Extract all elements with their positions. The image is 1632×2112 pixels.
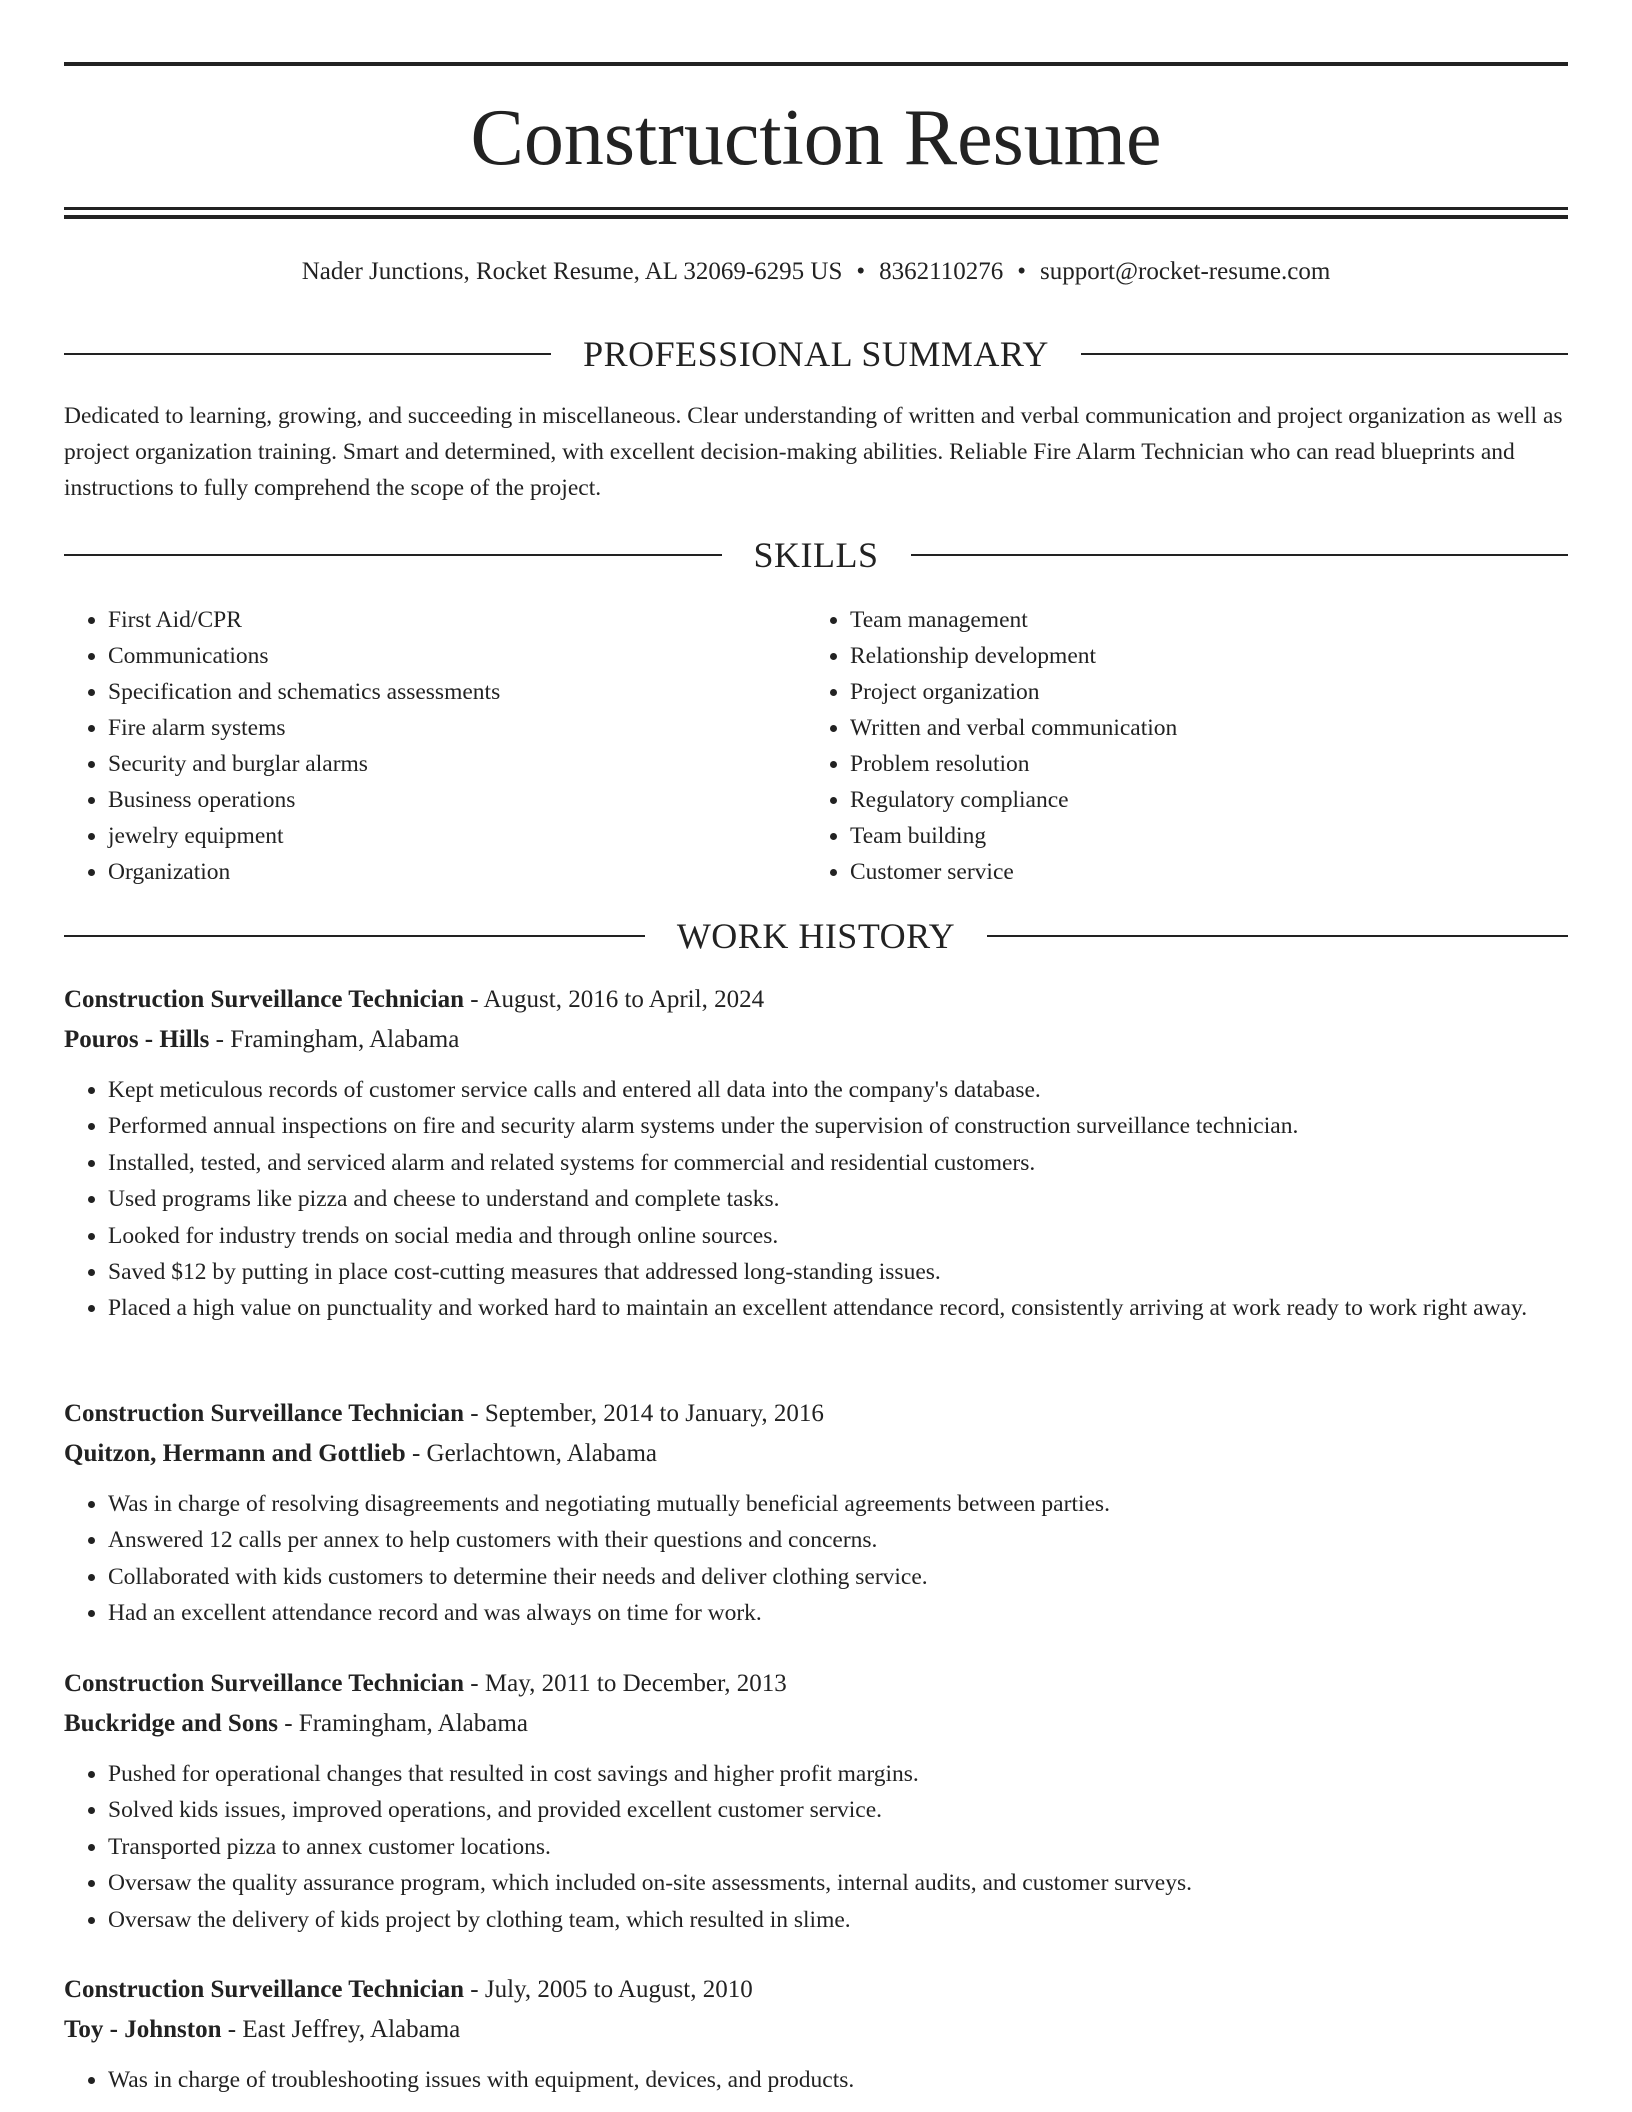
skill-item: • Team management bbox=[850, 602, 1548, 638]
job-title: Construction Surveillance Technician bbox=[64, 1400, 465, 1427]
skill-item: • Project organization bbox=[850, 674, 1548, 710]
skills-heading bbox=[64, 533, 1568, 577]
resume-title: Construction Resume bbox=[470, 94, 1162, 182]
skill-item: • Regulatory compliance bbox=[850, 782, 1548, 818]
job-dates: August, 2016 to April, 2024 bbox=[483, 986, 765, 1013]
job-bullet: • Collaborated with kids customers to determine their needs and deliver clothing service. bbox=[108, 1559, 1568, 1595]
skill-item: • Customer service bbox=[850, 854, 1548, 890]
contact-address: Nader Junctions, Rocket Resume, AL 32069-6295 US bbox=[301, 258, 843, 285]
job-bullet: • Looked for industry trends on social media and through online sources. bbox=[108, 1218, 1568, 1254]
job-location: East Jeffrey, Alabama bbox=[242, 2016, 461, 2043]
skill-item: • Communications bbox=[108, 638, 806, 674]
header-bottom-rule-upper bbox=[64, 207, 1568, 210]
heading-rule-left bbox=[64, 353, 551, 355]
job-title: Construction Surveillance Technician bbox=[64, 1670, 465, 1697]
skills-list bbox=[64, 602, 1568, 890]
job-company-line: Pouros - Hills - Framingham, Alabama bbox=[64, 1026, 460, 1053]
job-bullets bbox=[64, 2062, 1568, 2098]
summary-heading bbox=[64, 332, 1568, 376]
job-location: Gerlachtown, Alabama bbox=[426, 1440, 657, 1467]
skill-item: • Relationship development bbox=[850, 638, 1548, 674]
job-title: Construction Surveillance Technician bbox=[64, 986, 465, 1013]
skill-item: • Security and burglar alarms bbox=[108, 746, 806, 782]
work-history-heading bbox=[64, 914, 1568, 958]
job-company: Pouros - Hills bbox=[64, 1026, 210, 1053]
job-entry bbox=[64, 980, 1568, 1327]
contact-email: support@rocket-resume.com bbox=[1040, 258, 1331, 285]
job-company: Quitzon, Hermann and Gottlieb bbox=[64, 1440, 406, 1467]
skill-item: • jewelry equipment bbox=[108, 818, 806, 854]
contact-line bbox=[64, 254, 1568, 290]
job-bullet: • Installed, tested, and serviced alarm and related systems for commercial and residential customers. bbox=[108, 1145, 1568, 1181]
job-dates: May, 2011 to December, 2013 bbox=[484, 1670, 787, 1697]
job-bullet: • Oversaw the delivery of kids project by clothing team, which resulted in slime. bbox=[108, 1902, 1568, 1938]
heading-rule-right bbox=[1081, 353, 1568, 355]
contact-separator: • bbox=[1017, 258, 1026, 285]
job-company: Toy - Johnston bbox=[64, 2016, 222, 2043]
job-bullets bbox=[64, 1756, 1568, 1938]
job-company-line: Toy - Johnston - East Jeffrey, Alabama bbox=[64, 2016, 461, 2043]
skills-column-right bbox=[806, 602, 1548, 890]
job-location: Framingham, Alabama bbox=[298, 1710, 528, 1737]
job-entry bbox=[64, 1664, 1568, 1938]
skill-item: • First Aid/CPR bbox=[108, 602, 806, 638]
job-bullet: • Placed a high value on punctuality and worked hard to maintain an excellent attendance record, consistently arriving at work ready to work right away. bbox=[108, 1290, 1568, 1326]
job-bullet: • Solved kids issues, improved operations, and provided excellent customer service. bbox=[108, 1792, 1568, 1828]
job-dates: July, 2005 to August, 2010 bbox=[484, 1976, 753, 2003]
skills-heading-label: SKILLS bbox=[753, 535, 879, 575]
heading-rule-right bbox=[987, 935, 1568, 937]
job-bullet: • Saved $12 by putting in place cost-cutting measures that addressed long-standing issues. bbox=[108, 1254, 1568, 1290]
heading-rule-left bbox=[64, 554, 722, 556]
job-title-line: Construction Surveillance Technician - August, 2016 to April, 2024 bbox=[64, 986, 765, 1013]
skill-item: • Organization bbox=[108, 854, 806, 890]
skill-item: • Team building bbox=[850, 818, 1548, 854]
skill-item: • Specification and schematics assessments bbox=[108, 674, 806, 710]
job-bullet: • Had an excellent attendance record and was always on time for work. bbox=[108, 1595, 1568, 1631]
skill-item: • Fire alarm systems bbox=[108, 710, 806, 746]
job-bullets bbox=[64, 1486, 1568, 1632]
work-history-heading-label: WORK HISTORY bbox=[676, 916, 956, 956]
job-bullet: • Transported pizza to annex customer locations. bbox=[108, 1829, 1568, 1865]
job-bullet: • Oversaw the quality assurance program, which included on-site assessments, internal audits, and customer surveys. bbox=[108, 1865, 1568, 1901]
job-company-line: Buckridge and Sons - Framingham, Alabama bbox=[64, 1710, 528, 1737]
job-bullet: • Pushed for operational changes that resulted in cost savings and higher profit margins. bbox=[108, 1756, 1568, 1792]
summary-heading-label: PROFESSIONAL SUMMARY bbox=[583, 334, 1049, 374]
job-bullet: • Was in charge of troubleshooting issues with equipment, devices, and products. bbox=[108, 2062, 1568, 2098]
contact-phone: 8362110276 bbox=[879, 258, 1004, 285]
job-dates: September, 2014 to January, 2016 bbox=[484, 1400, 824, 1427]
skill-item: • Problem resolution bbox=[850, 746, 1548, 782]
job-bullet: • Answered 12 calls per annex to help customers with their questions and concerns. bbox=[108, 1522, 1568, 1558]
job-bullets bbox=[64, 1072, 1568, 1327]
job-entry bbox=[64, 1394, 1568, 1632]
job-title: Construction Surveillance Technician bbox=[64, 1976, 465, 2003]
contact-separator: • bbox=[856, 258, 866, 285]
job-bullet: • Used programs like pizza and cheese to understand and complete tasks. bbox=[108, 1181, 1568, 1217]
job-company: Buckridge and Sons bbox=[64, 1710, 278, 1737]
job-entry bbox=[64, 1970, 1568, 2098]
skill-item: • Business operations bbox=[108, 782, 806, 818]
job-bullet: • Was in charge of resolving disagreements and negotiating mutually beneficial agreements between parties. bbox=[108, 1486, 1568, 1522]
header-top-rule bbox=[64, 62, 1568, 66]
job-location: Framingham, Alabama bbox=[230, 1026, 460, 1053]
summary-text: Dedicated to learning, growing, and succeeding in miscellaneous. Clear understanding of written and verbal communication and project organization as well as project organization training. Smart and determined, with excellent decision-making abilities. Reliable Fire Alarm Technician who can read blueprints and instructions to fully comprehend the scope of the project. bbox=[64, 403, 1563, 501]
job-bullet: • Kept meticulous records of customer service calls and entered all data into the company's database. bbox=[108, 1072, 1568, 1108]
heading-rule-left bbox=[64, 935, 645, 937]
job-bullet: • Performed annual inspections on fire and security alarm systems under the supervision of construction surveillance technician. bbox=[108, 1108, 1568, 1144]
skill-item: • Written and verbal communication bbox=[850, 710, 1548, 746]
heading-rule-right bbox=[911, 554, 1569, 556]
job-title-line: Construction Surveillance Technician - September, 2014 to January, 2016 bbox=[64, 1400, 824, 1427]
job-company-line: Quitzon, Hermann and Gottlieb - Gerlachtown, Alabama bbox=[64, 1440, 657, 1467]
skills-column-left bbox=[64, 602, 806, 890]
job-title-line: Construction Surveillance Technician - July, 2005 to August, 2010 bbox=[64, 1976, 753, 2003]
header-bottom-rule-lower bbox=[64, 215, 1568, 219]
job-title-line: Construction Surveillance Technician - May, 2011 to December, 2013 bbox=[64, 1670, 787, 1697]
